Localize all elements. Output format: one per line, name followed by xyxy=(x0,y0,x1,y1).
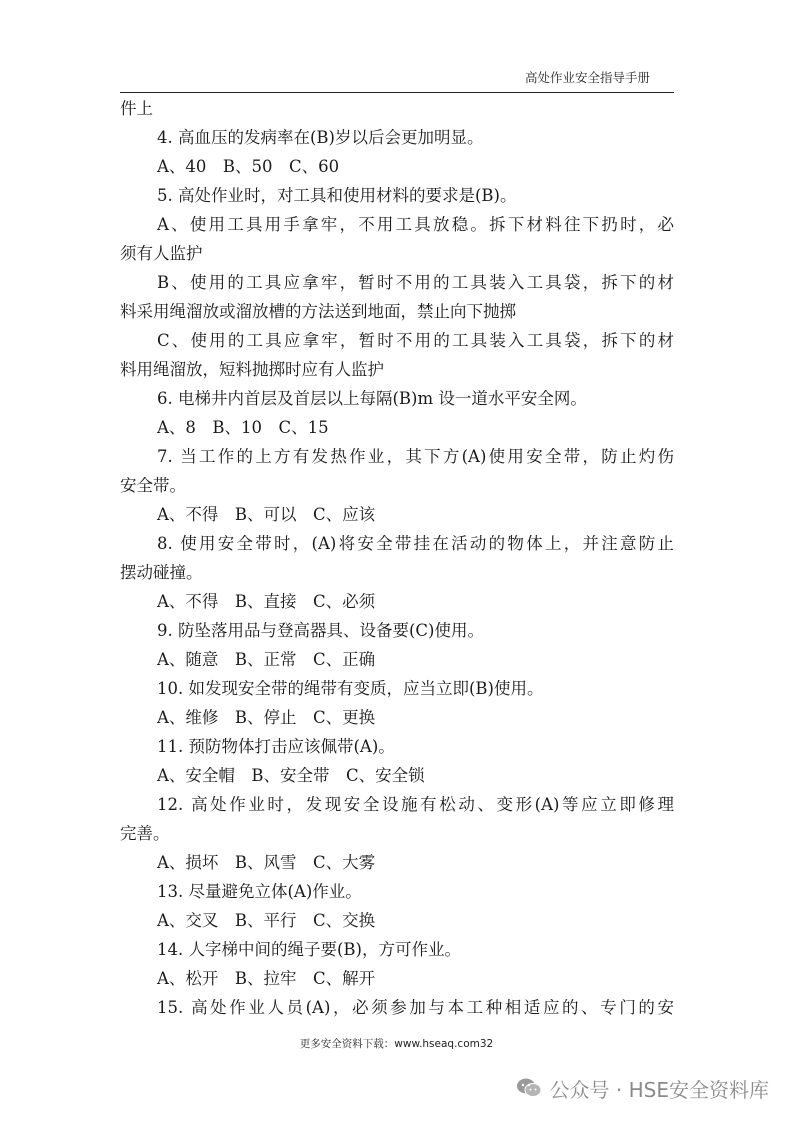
text-line: 4. 高血压的发病率在(B)岁以后会更加明显。 xyxy=(157,128,484,147)
text-line: 12. 高处作业时，发现安全设施有松动、变形(A)等应立即修理 xyxy=(157,795,674,814)
document-body xyxy=(120,94,674,1022)
watermark-text: 公众号 · HSE安全资料库 xyxy=(549,1077,769,1102)
text-line: A、使用工具用手拿牢，不用工具放稳。拆下材料往下扔时，必 xyxy=(157,215,674,234)
header-title: 高处作业安全指导手册 xyxy=(524,70,650,85)
text-line: 5. 高处作业时，对工具和使用材料的要求是(B)。 xyxy=(157,186,517,205)
text-line: A、维修 B、停止 C、更换 xyxy=(157,708,376,727)
text-line: A、不得 B、直接 C、必须 xyxy=(157,592,376,611)
text-line: 摆动碰撞。 xyxy=(120,563,203,582)
page-footer: 更多安全资料下载：www.hseaq.com32 xyxy=(299,1038,494,1050)
text-line: 料采用绳溜放或溜放槽的方法送到地面，禁止向下抛掷 xyxy=(120,302,516,321)
text-line: 15. 高处作业人员(A)，必须参加与本工种相适应的、专门的安 xyxy=(157,998,674,1017)
text-line: 须有人监护 xyxy=(120,244,203,263)
text-line: 7. 当工作的上方有发热作业，其下方(A)使用安全带，防止灼伤 xyxy=(157,447,674,466)
text-line: 安全带。 xyxy=(120,476,186,495)
text-line: C、使用的工具应拿牢，暂时不用的工具装入工具袋，拆下的材 xyxy=(157,331,674,350)
page-header xyxy=(120,62,674,93)
text-line: 完善。 xyxy=(120,824,170,843)
wechat-icon xyxy=(516,1077,542,1099)
text-line: A、损坏 B、风雪 C、大雾 xyxy=(157,853,376,872)
text-line: 11. 预防物体打击应该佩带(A)。 xyxy=(157,737,395,756)
text-line: A、安全帽 B、安全带 C、安全锁 xyxy=(157,766,425,785)
text-line: A、不得 B、可以 C、应该 xyxy=(157,505,376,524)
text-line: 13. 尽量避免立体(A)作业。 xyxy=(157,882,362,901)
text-line: 14. 人字梯中间的绳子要(B)，方可作业。 xyxy=(157,940,461,959)
wechat-watermark xyxy=(516,1073,769,1103)
text-line: A、8 B、10 C、15 xyxy=(157,418,329,437)
text-line: A、交叉 B、平行 C、交换 xyxy=(157,911,376,930)
text-line: 件上 xyxy=(120,99,153,118)
text-line: 8. 使用安全带时，(A)将安全带挂在活动的物体上，并注意防止 xyxy=(157,534,674,553)
text-line: B、使用的工具应拿牢，暂时不用的工具装入工具袋，拆下的材 xyxy=(157,273,674,292)
text-line: 9. 防坠落用品与登高器具、设备要(C)使用。 xyxy=(157,621,484,640)
text-line: 10. 如发现安全带的绳带有变质，应当立即(B)使用。 xyxy=(157,679,544,698)
text-line: 料用绳溜放，短料抛掷时应有人监护 xyxy=(120,360,384,379)
text-line: A、随意 B、正常 C、正确 xyxy=(157,650,376,669)
text-line: 6. 电梯井内首层及首层以上每隔(B)m 设一道水平安全网。 xyxy=(157,389,587,408)
text-line: A、松开 B、拉牢 C、解开 xyxy=(157,969,376,988)
text-line: A、40 B、50 C、60 xyxy=(157,157,340,176)
